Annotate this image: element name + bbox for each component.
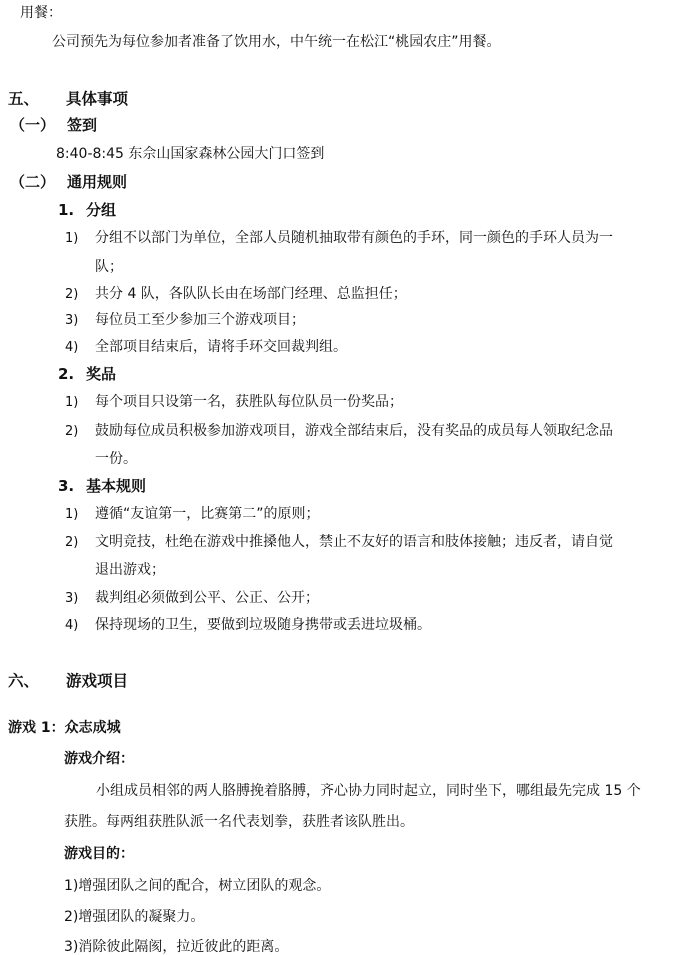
group-1-item-1-text-cont: 队；	[95, 259, 123, 275]
group-3-item-3-number: 3)	[65, 591, 79, 606]
signin-text: 8:40-8:45 东佘山国家森林公园大门口签到	[56, 146, 325, 162]
group-1-item-4-number: 4)	[65, 340, 79, 355]
game-1-purpose-label: 游戏目的：	[64, 846, 134, 862]
game-1-purpose-3: 3)消除彼此隔阂，拉近彼此的距离。	[64, 939, 289, 955]
group-3-item-4-number: 4)	[65, 618, 79, 633]
signin-title: 签到	[67, 116, 98, 134]
game-1-intro-text-cont: 获胜。每两组获胜队派一名代表划拳，获胜者该队胜出。	[64, 814, 414, 830]
group-3-item-3-text: 裁判组必须做到公平、公正、公开；	[95, 590, 319, 606]
group-1-item-4-text: 全部项目结束后，请将手环交回裁判组。	[95, 339, 347, 355]
section-6-title: 游戏项目	[66, 672, 129, 690]
group-3-item-2-text: 文明竞技，杜绝在游戏中推搡他人，禁止不友好的语言和肢体接触；违反者，请自觉	[95, 534, 613, 550]
group-1-item-2-text: 共分 4 队，各队队长由在场部门经理、总监担任；	[95, 286, 407, 302]
group-2-item-2-text-cont: 一份。	[95, 451, 137, 467]
group-1-item-2-number: 2)	[65, 287, 79, 302]
group-3-item-1-text: 遵循“友谊第一，比赛第二”的原则；	[95, 506, 320, 522]
group-2-number: 2.	[58, 365, 75, 383]
group-1-item-1-text: 分组不以部门为单位，全部人员随机抽取带有颜色的手环，同一颜色的手环人员为一	[95, 230, 613, 246]
group-3-title: 基本规则	[86, 477, 147, 495]
game-1-intro-text: 小组成员相邻的两人胳膊挽着胳膊，齐心协力同时起立，同时坐下，哪组最先完成 15 个	[96, 783, 641, 799]
rules-number: （二）	[10, 173, 56, 191]
game-1-purpose-1: 1)增强团队之间的配合，树立团队的观念。	[64, 878, 331, 894]
group-1-item-3-number: 3)	[65, 313, 79, 328]
game-1-purpose-2: 2)增强团队的凝聚力。	[64, 909, 205, 925]
game-1-intro-label: 游戏介绍：	[64, 751, 134, 767]
dining-text: 公司预先为每位参加者准备了饮用水，中午统一在松江“桃园农庄”用餐。	[52, 34, 501, 50]
group-2-title: 奖品	[86, 365, 117, 383]
dining-label: 用餐：	[20, 5, 62, 21]
group-3-number: 3.	[58, 477, 75, 495]
group-2-item-1-number: 1)	[65, 395, 79, 410]
group-3-item-1-number: 1)	[65, 507, 79, 522]
section-5-number: 五、	[8, 90, 40, 108]
section-6-number: 六、	[8, 672, 40, 690]
group-3-item-4-text: 保持现场的卫生，要做到垃圾随身携带或丢进垃圾桶。	[95, 617, 431, 633]
game-1-title: 游戏 1：众志成城	[8, 720, 121, 736]
signin-number: （一）	[10, 116, 56, 134]
group-1-item-3-text: 每位员工至少参加三个游戏项目；	[95, 312, 305, 328]
group-3-item-2-text-cont: 退出游戏；	[95, 562, 165, 578]
group-1-title: 分组	[86, 201, 117, 219]
rules-title: 通用规则	[67, 173, 128, 191]
group-2-item-1-text: 每个项目只设第一名，获胜队每位队员一份奖品；	[95, 394, 403, 410]
group-1-item-1-number: 1)	[65, 231, 79, 246]
group-1-number: 1.	[58, 201, 75, 219]
group-2-item-2-text: 鼓励每位成员积极参加游戏项目，游戏全部结束后，没有奖品的成员每人领取纪念品	[95, 423, 613, 439]
section-5-title: 具体事项	[66, 90, 129, 108]
group-2-item-2-number: 2)	[65, 424, 79, 439]
group-3-item-2-number: 2)	[65, 535, 79, 550]
